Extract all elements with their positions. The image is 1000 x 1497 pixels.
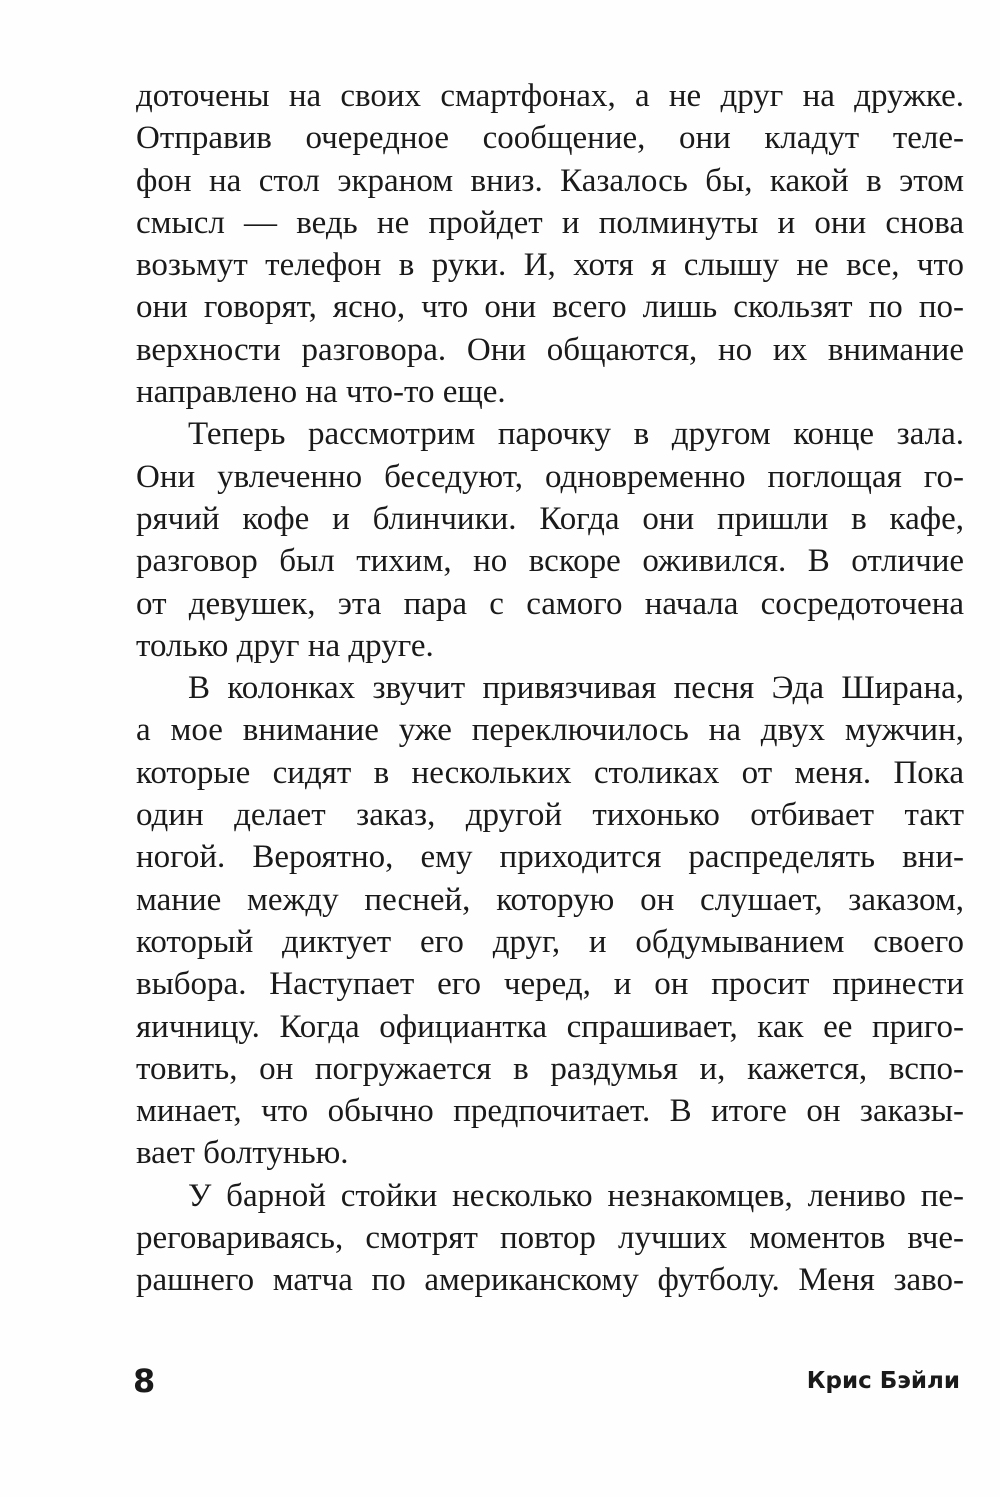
text-line: фон на стол экраном вниз. Казалось бы, какой в этом: [136, 162, 964, 199]
text-line: рашнего матча по американскому футболу. Меня заво-: [136, 1262, 964, 1299]
text-line: доточены на своих смартфонах, а не друг на дружке.: [136, 78, 964, 114]
body-text: [136, 75, 964, 1302]
text-line: реговариваясь, смотрят повтор лучших моментов вче-: [136, 1220, 964, 1257]
text-line: Отправив очередное сообщение, они кладут теле-: [136, 120, 964, 157]
paragraph-first-line: Теперь рассмотрим парочку в другом конце зала.: [188, 416, 964, 453]
page-number: 8: [133, 1362, 156, 1400]
text-line: выбора. Наступает его черед, и он просит принести: [136, 966, 964, 1003]
text-line: от девушек, эта пара с самого начала сосредоточена: [136, 585, 964, 622]
text-line: возьмут телефон в руки. И, хотя я слышу не все, что: [136, 247, 964, 284]
text-line: смысл — ведь не пройдет и полминуты и они снова: [136, 204, 964, 241]
text-line: минает, что обычно предпочитает. В итоге он заказы-: [136, 1093, 964, 1130]
text-line: мание между песней, которую он слушает, заказом,: [136, 881, 964, 918]
text-line: они говорят, ясно, что они всего лишь скользят по по-: [136, 289, 964, 326]
text-line: которые сидят в нескольких столиках от меня. Пока: [136, 754, 964, 791]
text-line: а мое внимание уже переключилось на двух мужчин,: [136, 712, 964, 749]
text-line: разговор был тихим, но вскоре оживился. В отличие: [136, 543, 964, 580]
paragraph-first-line: В колонках звучит привязчивая песня Эда Ширана,: [188, 670, 964, 707]
text-line: вает болтунью.: [136, 1135, 349, 1172]
text-line: направлено на что-то еще.: [136, 374, 506, 411]
text-line: рячий кофе и блинчики. Когда они пришли в кафе,: [136, 500, 964, 537]
text-line: яичницу. Когда официантка спрашивает, как ее приго-: [136, 1008, 964, 1045]
paragraph-first-line: У барной стойки несколько незнакомцев, лениво пе-: [188, 1177, 964, 1214]
text-line: только друг на друге.: [136, 627, 434, 664]
text-line: один делает заказ, другой тихонько отбивает такт: [136, 797, 964, 834]
text-line: который диктует его друг, и обдумыванием своего: [136, 923, 964, 960]
text-line: верхности разговора. Они общаются, но их внимание: [136, 331, 964, 368]
text-line: товить, он погружается в раздумья и, кажется, вспо-: [136, 1050, 964, 1087]
running-author: Крис Бэйли: [806, 1368, 960, 1394]
text-line: Они увлеченно беседуют, одновременно поглощая го-: [136, 458, 964, 495]
text-line: ногой. Вероятно, ему приходится распределять вни-: [136, 839, 964, 876]
